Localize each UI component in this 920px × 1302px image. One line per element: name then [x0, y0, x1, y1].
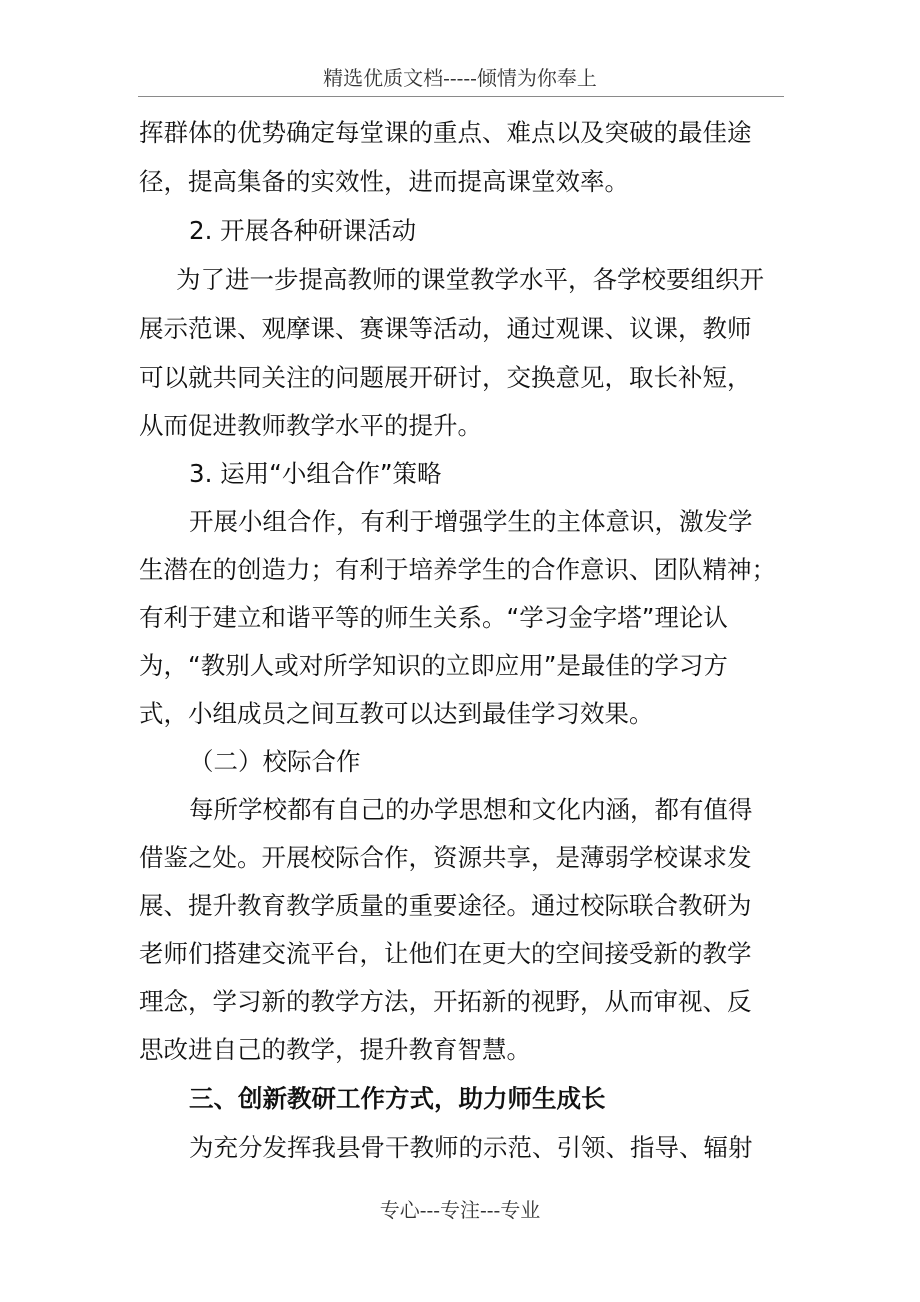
body-line: 为充分发挥我县骨干教师的示范、引领、指导、辐射	[189, 1133, 753, 1162]
body-line: 借鉴之处。开展校际合作，资源共享，是薄弱学校谋求发	[139, 843, 752, 872]
page-footer: 专心---专注---专业	[379, 1198, 541, 1222]
body-line: 从而促进教师教学水平的提升。	[139, 411, 482, 440]
body-line: 径，提高集备的实效性，进而提高课堂效率。	[139, 167, 629, 196]
body-line: 开展小组合作，有利于增强学生的主体意识，激发学	[189, 507, 753, 536]
body-line: 理念，学习新的教学方法，开拓新的视野，从而审视、反	[139, 987, 752, 1016]
body-line: 为，“教别人或对所学知识的立即应用”是最佳的学习方	[139, 651, 728, 680]
body-line: 展示范课、观摩课、赛课等活动，通过观课、议课，教师	[139, 314, 752, 343]
body-line: 思改进自己的教学，提升教育智慧。	[139, 1035, 531, 1064]
body-line: 生潜在的创造力；有利于培养学生的合作意识、团队精神；	[139, 555, 776, 584]
body-line: 每所学校都有自己的办学思想和文化内涵，都有值得	[189, 795, 753, 824]
page-header: 精选优质文档-----倾情为你奉上	[323, 66, 597, 90]
body-line: 展、提升教育教学质量的重要途径。通过校际联合教研为	[139, 891, 752, 920]
body-line: 有利于建立和谐平等的师生关系。“学习金字塔”理论认	[139, 603, 728, 632]
subheading: （二）校际合作	[189, 747, 361, 776]
body-line: 可以就共同关注的问题展开研讨，交换意见，取长补短，	[139, 363, 752, 392]
body-line: 老师们搭建交流平台，让他们在更大的空间接受新的教学	[139, 939, 752, 968]
body-line: 挥群体的优势确定每堂课的重点、难点以及突破的最佳途	[139, 118, 752, 147]
body-line: 为了进一步提高教师的课堂教学水平，各学校要组织开	[176, 265, 764, 294]
section-heading: 三、创新教研工作方式，助力师生成长	[189, 1084, 606, 1113]
body-line: 式，小组成员之间互教可以达到最佳学习效果。	[139, 699, 654, 728]
header-divider	[138, 96, 784, 97]
subheading: 2. 开展各种研课活动	[189, 216, 417, 245]
subheading: 3. 运用“小组合作”策略	[189, 459, 442, 488]
